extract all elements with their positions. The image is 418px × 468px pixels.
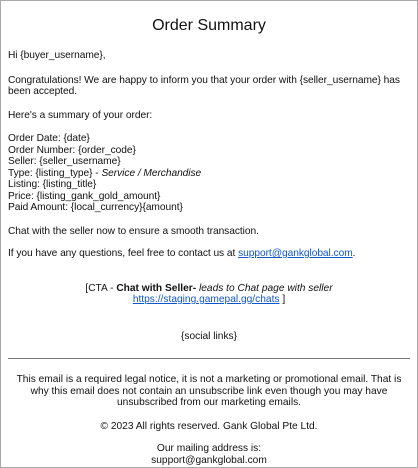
legal-notice: This email is a required legal notice, it is not a marketing or promotional email. That is why this email does not contain an unsubscribe link even though you may have unsubscribed from our marketing emails. — [16, 374, 402, 408]
summary-intro-text: Here's a summary of your order: — [8, 109, 153, 121]
paid-amount-line: Paid Amount: {local_currency}{amount} — [8, 202, 183, 213]
copyright-text: © 2023 All rights reserved. Gank Global Pte Ltd. — [100, 420, 318, 432]
cta-dash: - — [192, 282, 199, 294]
seller-line: Seller: {seller_username} — [8, 156, 121, 167]
cta-close: ] — [279, 294, 286, 305]
type-prefix: Type: {listing_type} - — [8, 167, 102, 179]
contact-text — [8, 248, 410, 260]
cta-open: [CTA - — [85, 282, 117, 294]
type-italic: Service / Merchandise — [101, 167, 202, 179]
listing-line: Listing: {listing_title} — [8, 179, 97, 190]
contact-period: . — [352, 248, 356, 259]
mailing-label: Our mailing address is: — [156, 443, 262, 454]
greeting-text: Hi {buyer_username}, — [8, 50, 106, 61]
mailing-address — [8, 443, 410, 466]
cta-italic-note: leads to Chat page with seller — [198, 282, 333, 294]
price-line: Price: {listing_gank_gold_amount} — [8, 190, 161, 202]
cta-line — [8, 283, 410, 295]
congrats-text: Congratulations! We are happy to inform you that your order with {seller_username} has been accepted. — [8, 74, 400, 97]
cta-link-line — [8, 294, 410, 306]
page-title: Order Summary — [152, 17, 266, 34]
chat-page-link[interactable]: https://staging.gamepal.gg/chats — [132, 294, 280, 305]
mailing-email: support@gankglobal.com — [151, 454, 267, 466]
order-date-line: Order Date: {date} — [8, 133, 90, 144]
type-line — [8, 168, 410, 180]
order-number-line: Order Number: {order_code} — [8, 144, 136, 156]
cta-bold-label: Chat with Seller — [116, 282, 193, 294]
social-links-placeholder: {social links} — [180, 330, 238, 342]
chat-prompt-text: Chat with the seller now to ensure a smooth transaction. — [8, 225, 259, 237]
contact-label: If you have any questions, feel free to contact us at — [8, 248, 239, 259]
footer-divider — [8, 358, 410, 359]
support-email-link[interactable]: support@gankglobal.com — [238, 248, 353, 259]
order-details — [8, 133, 410, 214]
cta-block — [8, 283, 410, 306]
